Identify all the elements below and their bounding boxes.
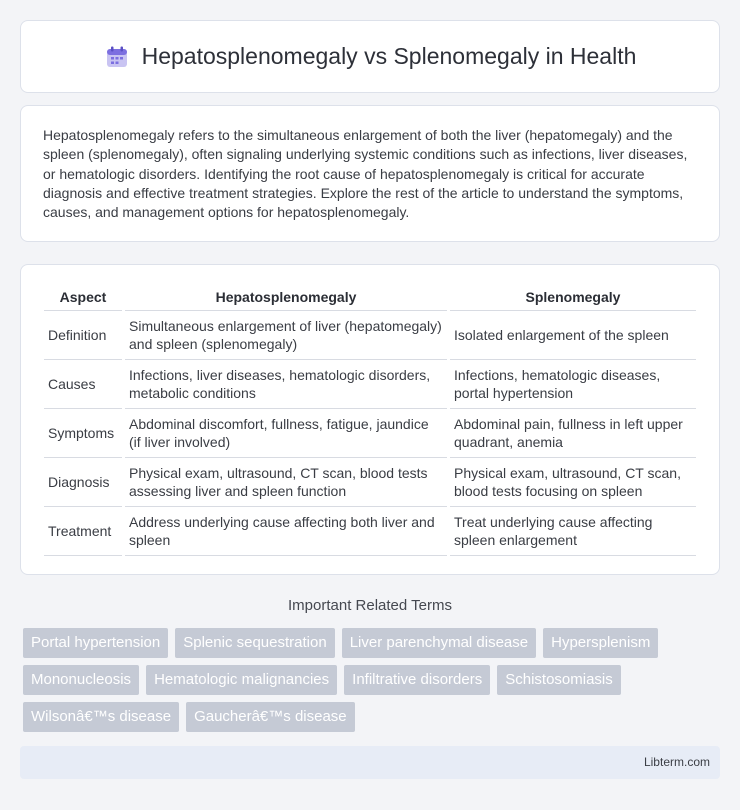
related-term-tag[interactable]: Mononucleosis xyxy=(23,665,139,695)
related-term-tag[interactable]: Schistosomiasis xyxy=(497,665,621,695)
table-cell: Simultaneous enlargement of liver (hepatomegaly) and spleen (splenomegaly) xyxy=(125,311,447,360)
table-cell: Infections, hematologic diseases, portal hypertension xyxy=(450,360,696,409)
intro-paragraph: Hepatosplenomegaly refers to the simultaneous enlargement of both the liver (hepatomegaly) and the spleen (splenomegaly), often signaling underlying systemic conditions such as infections, liver diseases, or hematologic disorders. Identifying the root cause of hepatosplenomegaly is critical for accurate diagnosis and effective treatment strategies. Explore the rest of the article to understand the symptoms, causes, and management options for hepatosplenomegaly. xyxy=(43,127,688,221)
related-term-tag[interactable]: Hypersplenism xyxy=(543,628,658,658)
intro-card xyxy=(20,105,720,242)
table-cell: Treat underlying cause affecting spleen enlargement xyxy=(450,507,696,556)
related-terms-list xyxy=(23,628,713,732)
table-header-row xyxy=(44,283,696,311)
comparison-table-card xyxy=(20,264,720,575)
table-cell: Definition xyxy=(44,311,122,360)
table-row xyxy=(44,311,696,360)
related-term-tag[interactable]: Gaucherâ€™s disease xyxy=(186,702,355,732)
comparison-table xyxy=(41,283,699,556)
table-cell: Symptoms xyxy=(44,409,122,458)
table-cell: Abdominal discomfort, fullness, fatigue, jaundice (if liver involved) xyxy=(125,409,447,458)
table-cell: Infections, liver diseases, hematologic disorders, metabolic conditions xyxy=(125,360,447,409)
table-row xyxy=(44,360,696,409)
column-header: Splenomegaly xyxy=(450,283,696,311)
footer xyxy=(20,746,720,779)
related-term-tag[interactable]: Hematologic malignancies xyxy=(146,665,337,695)
related-term-tag[interactable]: Wilsonâ€™s disease xyxy=(23,702,179,732)
table-cell: Treatment xyxy=(44,507,122,556)
column-header: Aspect xyxy=(44,283,122,311)
footer-brand-link[interactable]: Libterm.com xyxy=(643,755,710,769)
table-cell: Diagnosis xyxy=(44,458,122,507)
table-cell: Abdominal pain, fullness in left upper quadrant, anemia xyxy=(450,409,696,458)
related-term-tag[interactable]: Splenic sequestration xyxy=(175,628,334,658)
table-row xyxy=(44,409,696,458)
calendar-icon xyxy=(104,44,130,70)
table-cell: Physical exam, ultrasound, CT scan, blood tests focusing on spleen xyxy=(450,458,696,507)
table-cell: Isolated enlargement of the spleen xyxy=(450,311,696,360)
table-cell: Physical exam, ultrasound, CT scan, blood tests assessing liver and spleen function xyxy=(125,458,447,507)
table-cell: Causes xyxy=(44,360,122,409)
related-term-tag[interactable]: Portal hypertension xyxy=(23,628,168,658)
title-card xyxy=(20,20,720,93)
table-cell: Address underlying cause affecting both liver and spleen xyxy=(125,507,447,556)
related-term-tag[interactable]: Liver parenchymal disease xyxy=(342,628,536,658)
related-terms-heading: Important Related Terms xyxy=(288,597,452,614)
table-row xyxy=(44,458,696,507)
table-row xyxy=(44,507,696,556)
related-term-tag[interactable]: Infiltrative disorders xyxy=(344,665,490,695)
column-header: Hepatosplenomegaly xyxy=(125,283,447,311)
page-title: Hepatosplenomegaly vs Splenomegaly in Health xyxy=(141,43,637,69)
